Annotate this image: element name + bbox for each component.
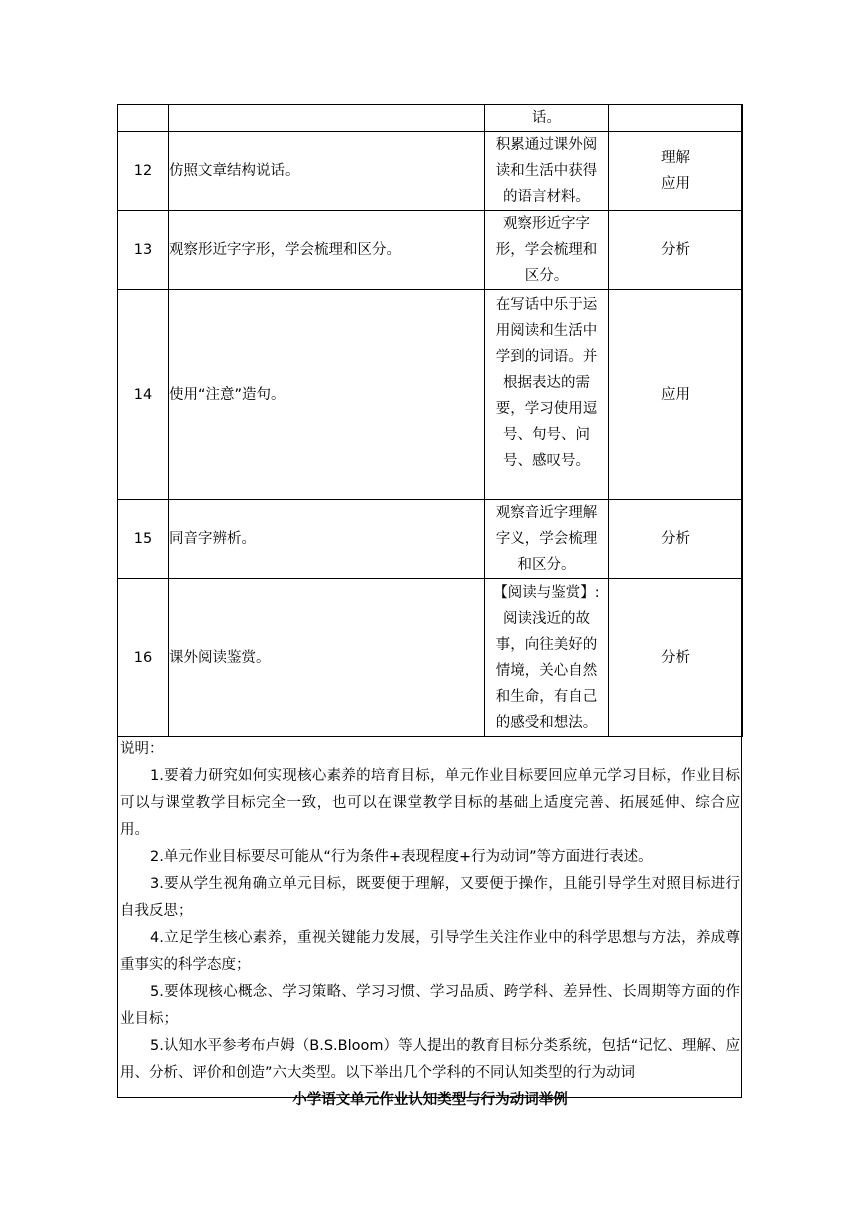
assignment-content: 课外阅读鉴赏。 bbox=[169, 579, 485, 737]
cognitive-level: 分析 bbox=[609, 579, 743, 737]
cognitive-level: 分析 bbox=[609, 211, 743, 290]
assignment-content: 观察形近字字形，学会梳理和区分。 bbox=[169, 211, 485, 290]
assignment-target: 观察形近字字 形，学会梳理和 区分。 bbox=[485, 211, 609, 290]
row-number: 12 bbox=[118, 132, 169, 211]
table-subtitle: 小学语文单元作业认知类型与行为动词举例 bbox=[292, 1092, 568, 1108]
cognitive-level: 应用 bbox=[609, 290, 743, 500]
row-number: 15 bbox=[118, 500, 169, 579]
note-item: 2.单元作业目标要尽可能从“行为条件+表现程度+行为动词”等方面进行表述。 bbox=[150, 849, 653, 865]
note-item: 5.认知水平参考布卢姆（B.S.Bloom）等人提出的教育目标分类系统，包括“记忆、理解、应用、分析、评价和创造”六大类型。以下举出几个学科的不同认知类型的行为动词 bbox=[120, 1038, 740, 1081]
assignment-content: 使用“注意”造句。 bbox=[169, 290, 485, 500]
notes-heading: 说明： bbox=[120, 741, 164, 757]
note-item: 5.要体现核心概念、学习策略、学习习惯、学习品质、跨学科、差异性、长周期等方面的作业目标； bbox=[120, 984, 740, 1027]
row-number: 13 bbox=[118, 211, 169, 290]
note-item: 4.立足学生核心素养，重视关键能力发展，引导学生关注作业中的科学思想与方法，养成尊重事实的科学态度； bbox=[120, 930, 740, 973]
assignment-target: 话。 bbox=[485, 105, 609, 132]
row-number: 16 bbox=[118, 579, 169, 737]
note-item: 3.要从学生视角确立单元目标，既要便于理解，又要便于操作，且能引导学生对照目标进行自我反思； bbox=[120, 876, 740, 919]
assignment-content: 同音字辨析。 bbox=[169, 500, 485, 579]
cognitive-level: 分析 bbox=[609, 500, 743, 579]
row-number: 14 bbox=[118, 290, 169, 500]
assignment-target: 观察音近字理解 字义，学会梳理 和区分。 bbox=[485, 500, 609, 579]
assignment-content: 仿照文章结构说话。 bbox=[169, 132, 485, 211]
assignment-target: 【阅读与鉴赏】: 阅读浅近的故 事，向往美好的 情境，关心自然 和生命，有自己 的感受和想法。 bbox=[485, 579, 609, 737]
note-item: 1.要着力研究如何实现核心素养的培育目标，单元作业目标要回应单元学习目标，作业目标可以与课堂教学目标完全一致，也可以在课堂教学目标的基础上适度完善、拓展延伸、综合应用。 bbox=[120, 768, 740, 838]
assignment-target: 在写话中乐于运 用阅读和生活中 学到的词语。并 根据表达的需 要，学习使用逗 号、句号、问 号、感叹号。 bbox=[485, 290, 609, 500]
cognitive-level: 理解 应用 bbox=[609, 132, 743, 211]
notes-section bbox=[117, 736, 742, 1108]
assignment-target: 积累通过课外阅 读和生活中获得 的语言材料。 bbox=[485, 132, 609, 211]
